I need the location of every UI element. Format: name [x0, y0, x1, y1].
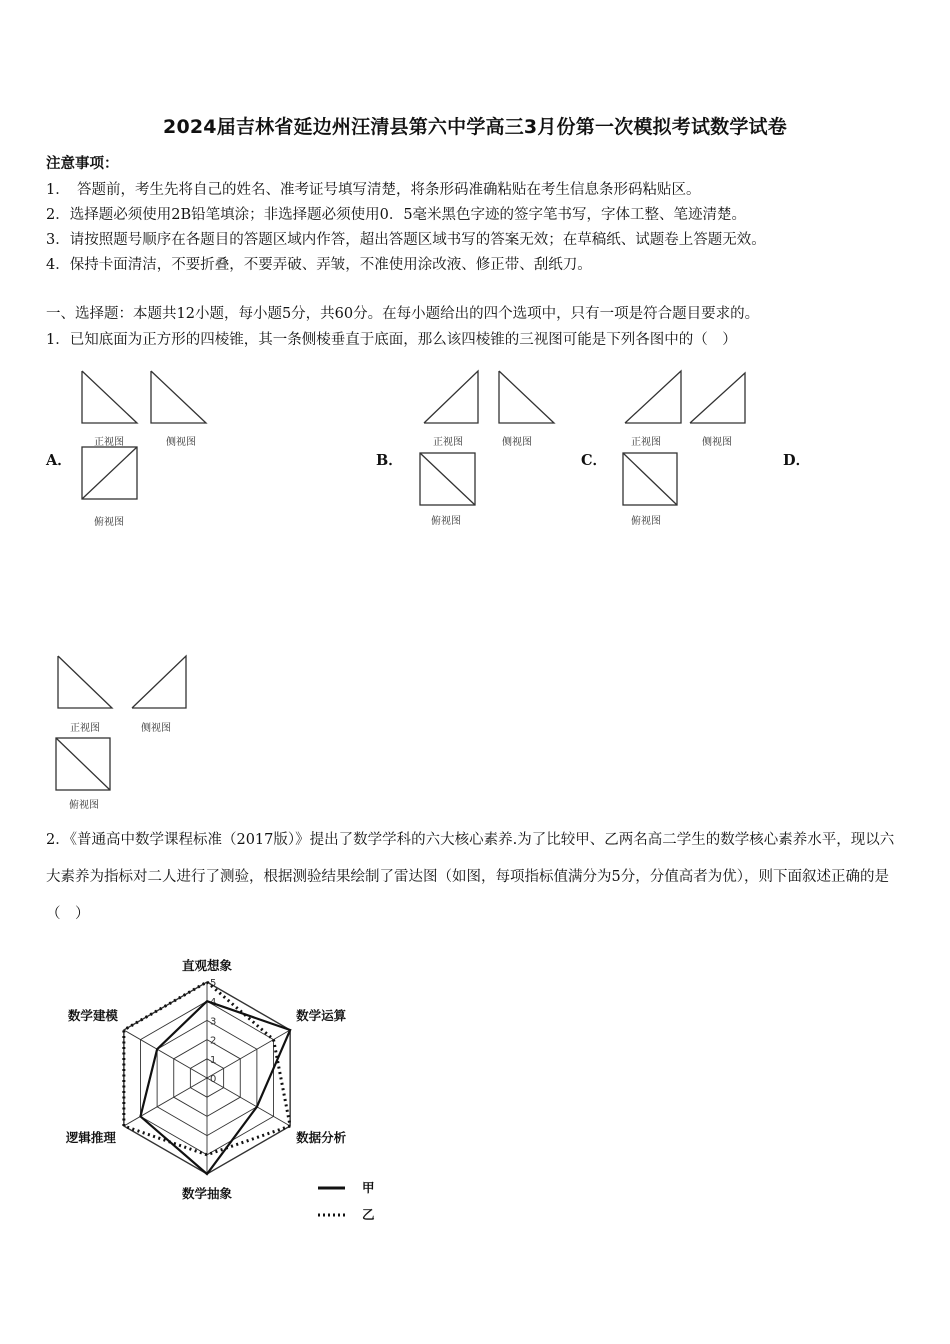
notice-item: 1． 答题前，考生先将自己的姓名、准考证号填写清楚，将条形码准确粘贴在考生信息条形码粘贴区。	[46, 182, 701, 198]
radar-axis-label: 逻辑推理	[65, 1130, 116, 1145]
radar-axis-label: 直观想象	[181, 958, 233, 973]
radar-tick-label: 5	[210, 978, 217, 989]
radar-legend	[318, 1180, 375, 1222]
front-view-label: 正视图	[631, 437, 661, 448]
radar-axis-label: 数学抽象	[181, 1186, 233, 1201]
front-view-triangle	[625, 371, 681, 423]
radar-tick-label: 3	[210, 1016, 217, 1028]
radar-spoke	[124, 1030, 207, 1078]
radar-tick-label: 1	[210, 1054, 217, 1066]
top-view-diagonal	[420, 453, 475, 505]
side-view-label: 侧视图	[166, 437, 196, 448]
option-d-three-views	[50, 650, 220, 820]
radar-tick-label: 2	[210, 1035, 217, 1047]
front-view-triangle	[82, 371, 137, 423]
top-view-diagonal	[82, 447, 137, 499]
radar-scale-ticks	[210, 978, 216, 1085]
top-view-diagonal	[56, 738, 110, 790]
option-c-label[interactable]: C．	[581, 452, 608, 469]
radar-spoke	[124, 1078, 207, 1126]
side-view-triangle	[499, 371, 554, 423]
question-2-text: 2．《普通高中数学课程标准（2017版）》提出了数学学科的六大核心素养.为了比较甲、乙两名高二学生的数学核心素养水平，现以六大素养为指标对二人进行了测验，根据测验结果绘制了雷达图（如图，每项指标值满分为5分，分值高者为优），则下面叙述正确的是（ ）	[46, 832, 895, 922]
option-b-label[interactable]: B．	[376, 452, 403, 469]
option-d-label[interactable]: D．	[783, 452, 811, 469]
front-view-label: 正视图	[94, 437, 124, 448]
top-view-label: 俯视图	[431, 516, 461, 527]
side-view-triangle	[151, 371, 206, 423]
top-view-diagonal	[623, 453, 677, 505]
option-a-three-views	[55, 365, 225, 535]
legend-yi-label: 乙	[362, 1207, 375, 1222]
question-1-text: 1．已知底面为正方形的四棱锥，其一条侧棱垂直于底面，那么该四棱锥的三视图可能是下列各图中的（ ）	[46, 332, 737, 348]
notice-item: 3．请按照题号顺序在各题目的答题区域内作答，超出答题区域书写的答案无效；在草稿纸、试题卷上答题无效。	[46, 232, 766, 248]
page-title: 2024届吉林省延边州汪清县第六中学高三3月份第一次模拟考试数学试卷	[163, 116, 787, 138]
radar-grid	[124, 982, 290, 1174]
side-view-label: 侧视图	[502, 437, 532, 448]
front-view-label: 正视图	[70, 723, 100, 734]
side-view-triangle	[132, 656, 186, 708]
notice-item: 4．保持卡面清洁，不要折叠，不要弄破、弄皱，不准使用涂改液、修正带、刮纸刀。	[46, 257, 592, 273]
radar-axis-labels	[65, 958, 347, 1201]
side-view-label: 侧视图	[141, 723, 171, 734]
front-view-triangle	[58, 656, 112, 708]
radar-axis-label: 数学运算	[296, 1008, 347, 1023]
notice-item: 2．选择题必须使用2B铅笔填涂；非选择题必须使用0．5毫米黑色字迹的签字笔书写，字体工整、笔迹清楚。	[46, 207, 747, 223]
radar-chart	[40, 945, 400, 1230]
radar-tick-label: 0	[210, 1074, 217, 1085]
side-view-label: 侧视图	[702, 437, 732, 448]
option-a-label[interactable]: A．	[46, 452, 72, 469]
radar-spoke	[207, 1030, 290, 1078]
option-c-three-views	[615, 365, 785, 535]
section-heading: 一、选择题：本题共12小题，每小题5分，共60分。在每小题给出的四个选项中，只有一项是符合题目要求的。	[46, 306, 760, 322]
top-view-label: 俯视图	[69, 800, 99, 811]
side-view-triangle	[690, 373, 745, 423]
notice-heading: 注意事项：	[46, 155, 119, 172]
radar-tick-label: 4	[210, 997, 217, 1009]
top-view-label: 俯视图	[94, 517, 124, 528]
front-view-label: 正视图	[433, 437, 463, 448]
radar-axis-label: 数据分析	[296, 1130, 347, 1145]
option-b-three-views	[412, 365, 582, 535]
front-view-triangle	[424, 371, 478, 423]
radar-axis-label: 数学建模	[67, 1008, 118, 1023]
legend-jia-label: 甲	[362, 1180, 375, 1195]
top-view-label: 俯视图	[631, 516, 661, 527]
